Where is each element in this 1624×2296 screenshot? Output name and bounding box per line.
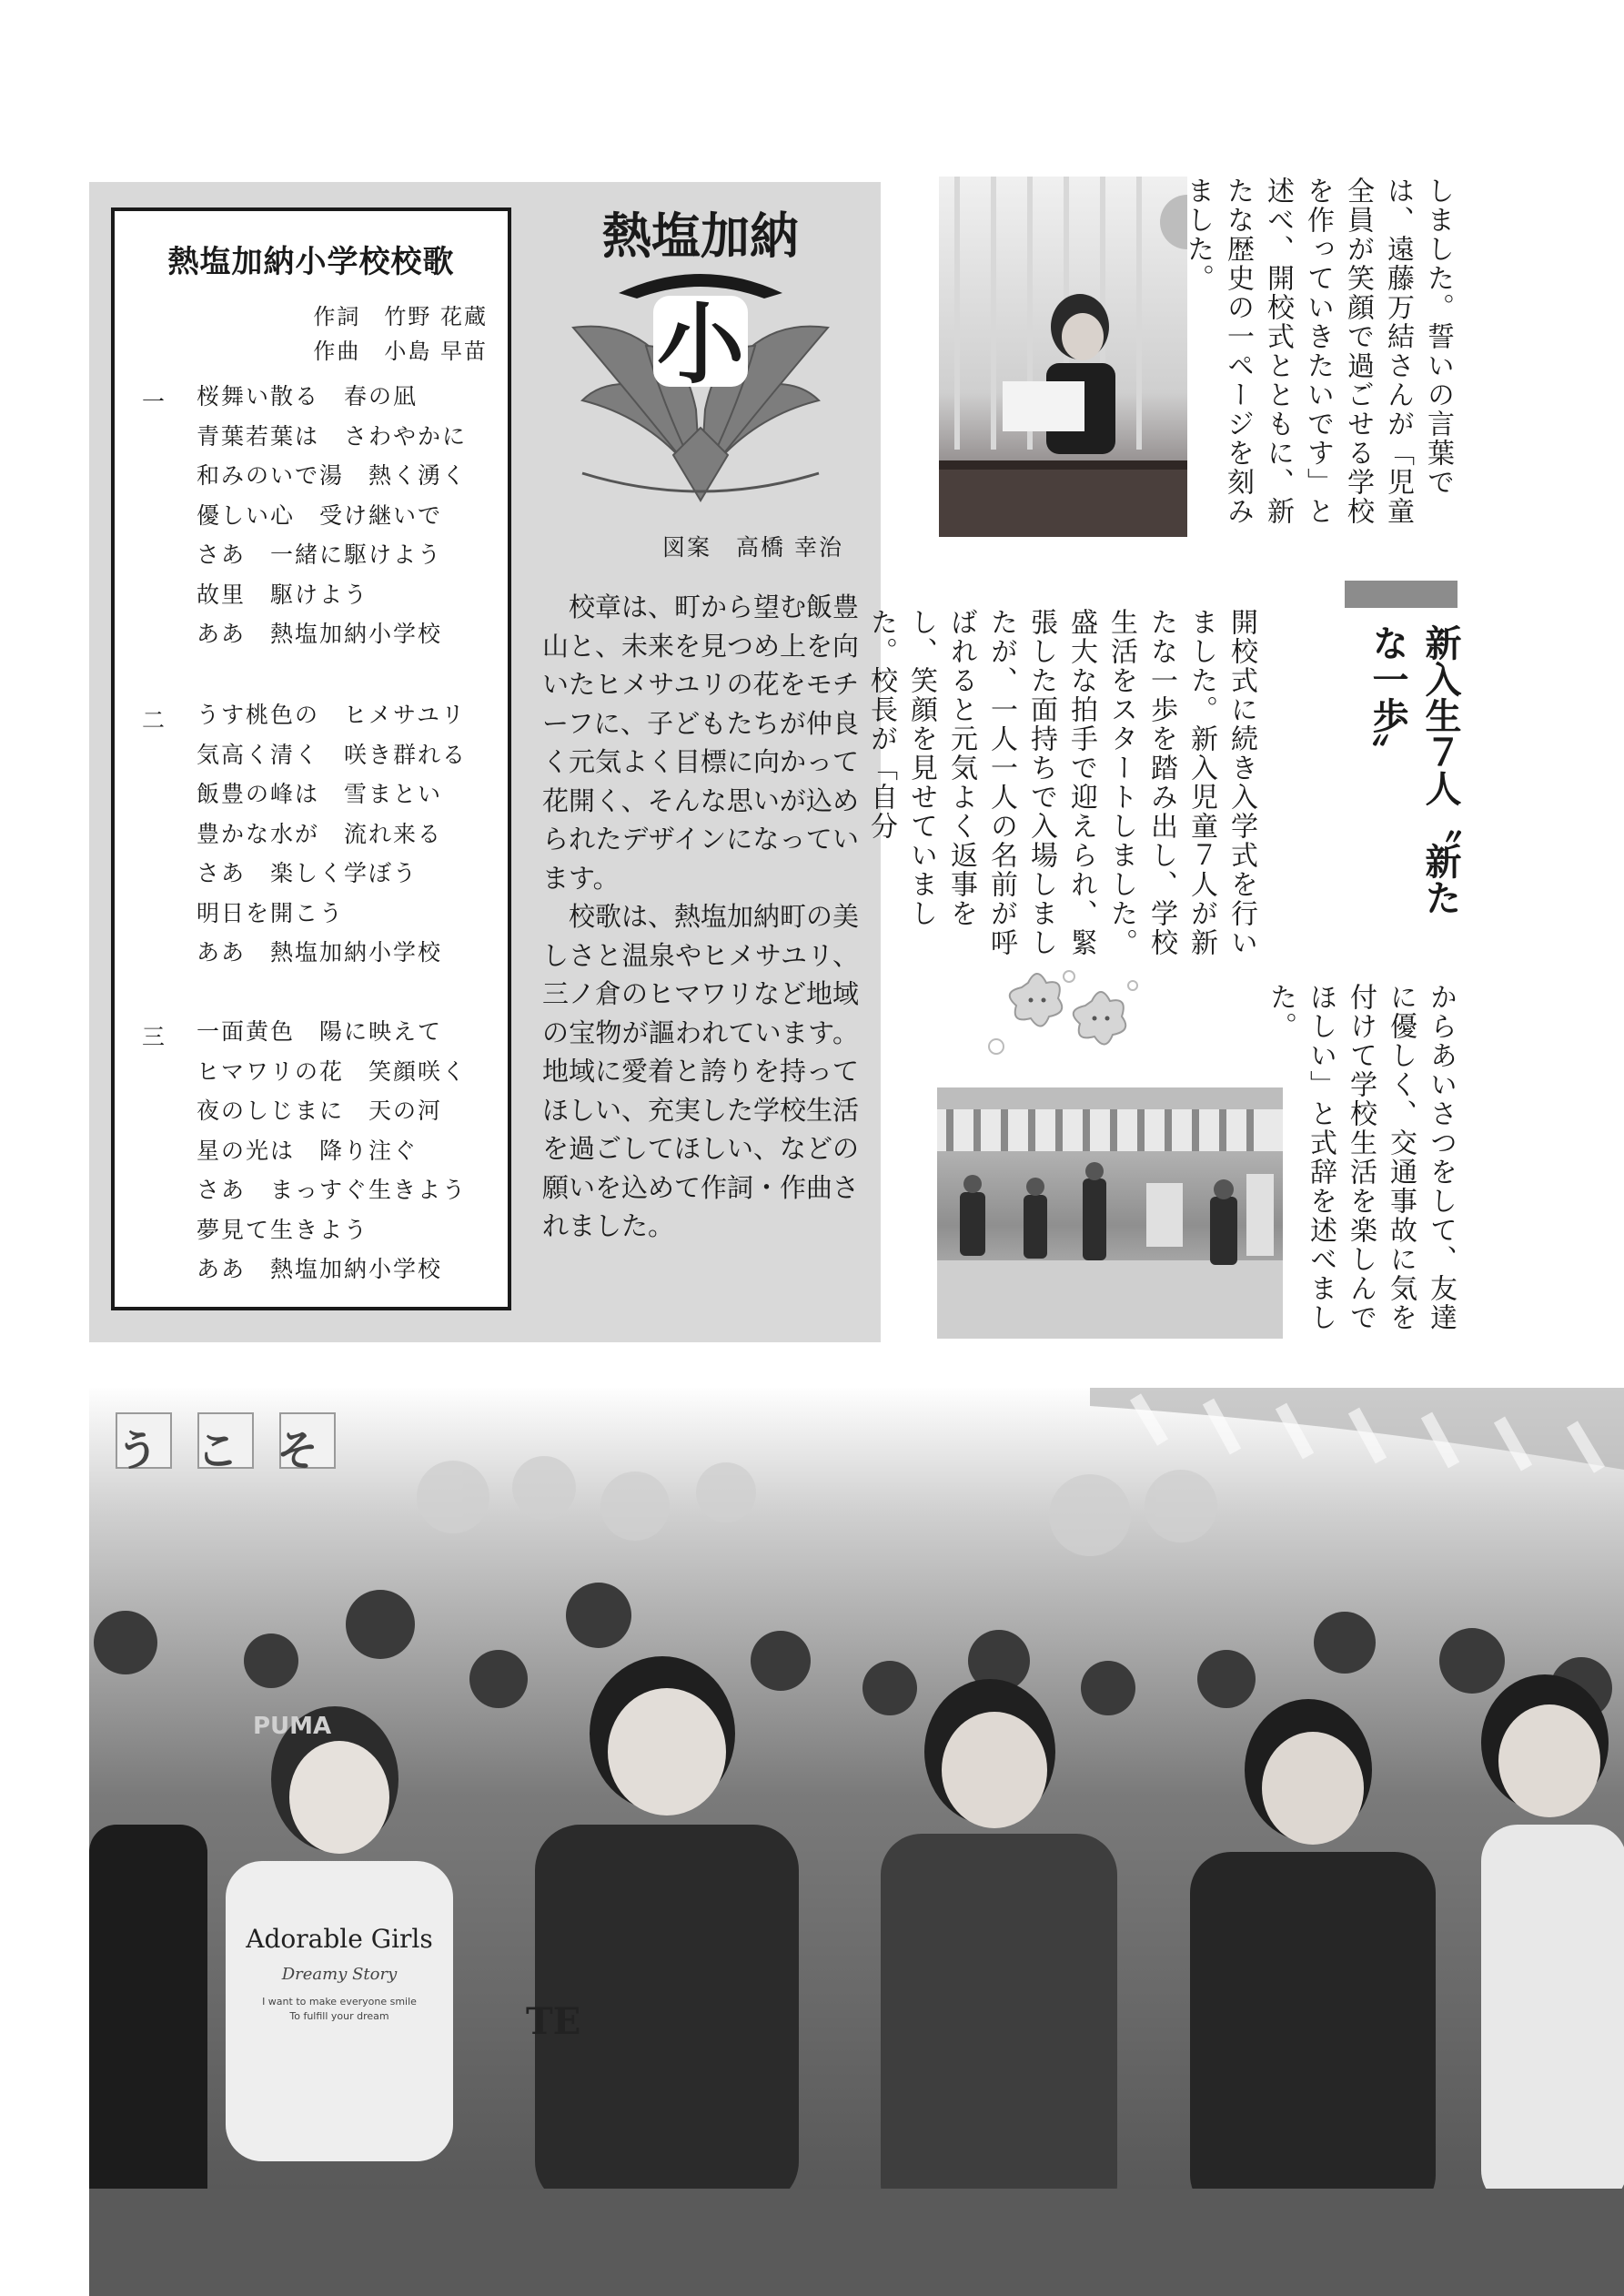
emblem-center-char: 小 xyxy=(657,293,744,396)
verse-number: 二 xyxy=(142,707,166,733)
emblem-description xyxy=(542,588,859,1246)
sakura-illustration xyxy=(978,960,1142,1069)
song-verse: 桜舞い散る 春の凪 青葉若葉は さわやかに 和みのいで湯 熱く湧く 優しい心 受け継いで さあ 一緒に駆けよう 故里 駆けよう ああ 熱塩加納小学校 xyxy=(197,383,468,647)
emblem-caption: 図案 高橋 幸治 xyxy=(662,534,843,561)
emblem-top-text: 熱塩加納 xyxy=(602,209,799,265)
shirt-text: I want to make everyone smile xyxy=(262,1996,417,2008)
verse-number: 一 xyxy=(142,389,166,415)
shirt-text: TE xyxy=(526,2000,581,2043)
song-verse: 一面黄色 陽に映えて ヒマワリの花 笑顔咲く 夜のしじまに 天の河 星の光は 降り注ぐ さあ まっすぐ生きよう 夢見て生きよう ああ 熱塩加納小学校 xyxy=(197,1018,468,1282)
photo-students-singing xyxy=(89,1388,1624,2296)
shirt-text: Dreamy Story xyxy=(281,1965,398,1984)
emblem-desc-paragraph: 校章は、町から望む飯豊山と、未来を見つめ上を向いたヒメサユリの花をモチーフに、子どもたちが仲良く元気よく目標に向かって花開く、そんな思いが込められたデザインになっています。 xyxy=(542,592,860,894)
shirt-text: PUMA xyxy=(253,1713,332,1740)
shirt-text: To fulfill your dream xyxy=(289,2010,389,2022)
school-emblem-logo xyxy=(546,209,855,510)
article-paragraph-middle: 開校式に続き入学式を行いました。新入児童７人が新たな一歩を踏み出し、学校生活をスタートしました。盛大な拍手で迎えられ、緊張した面持ちで入場しましたが、一人一人の名前が呼ばれると元気よく返事をし、笑顔を見せていました。校長が「自分 xyxy=(865,608,1257,957)
song-title: 熱塩加納小学校校歌 xyxy=(167,244,455,280)
photo-entrance-ceremony xyxy=(937,1087,1283,1339)
song-verse: うす桃色の ヒメサユリ 気高く清く 咲き群れる 飯豊の峰は 雪まとい 豊かな水が 流れ来る さあ 楽しく学ぼう 明日を開こう ああ 熱塩加納小学校 xyxy=(197,702,468,966)
section-header-bar xyxy=(1345,581,1458,608)
song-desc-paragraph: 校歌は、熱塩加納町の美しさと温泉やヒメサユリ、三ノ倉のヒマワリなど地域の宝物が謳われています。地域に愛着と誇りを持ってほしい、充実した学校生活を過ごしてほしい、などの願いを込めて作詞・作曲されました。 xyxy=(542,901,860,1241)
shirt-text: Adorable Girls xyxy=(246,1924,433,1954)
school-song-box xyxy=(111,207,511,1310)
article-paragraph-top: しました。誓いの言葉では、遠藤万結さんが「児童全員が笑顔で過ごせる学校を作っていきたいです」と述べ、開校式とともに、新たな歴史の一ページを刻みました。 xyxy=(1182,177,1454,526)
section-title: 新入生７人〝新たな一歩〟 xyxy=(1367,624,1462,915)
composer-credit: 作曲 小島 早苗 xyxy=(313,339,488,364)
verse-number: 三 xyxy=(142,1024,166,1050)
welcome-banner-text: うこそ xyxy=(116,1426,357,1475)
article-paragraph-bottom: からあいさつをして、友達に優しく、交通事故に気を付けて学校生活を楽しんでほしい」と式辞を述べました。 xyxy=(1265,983,1457,1332)
lyricist-credit: 作詞 竹野 花蔵 xyxy=(313,304,488,329)
photo-student-speech xyxy=(939,177,1187,537)
